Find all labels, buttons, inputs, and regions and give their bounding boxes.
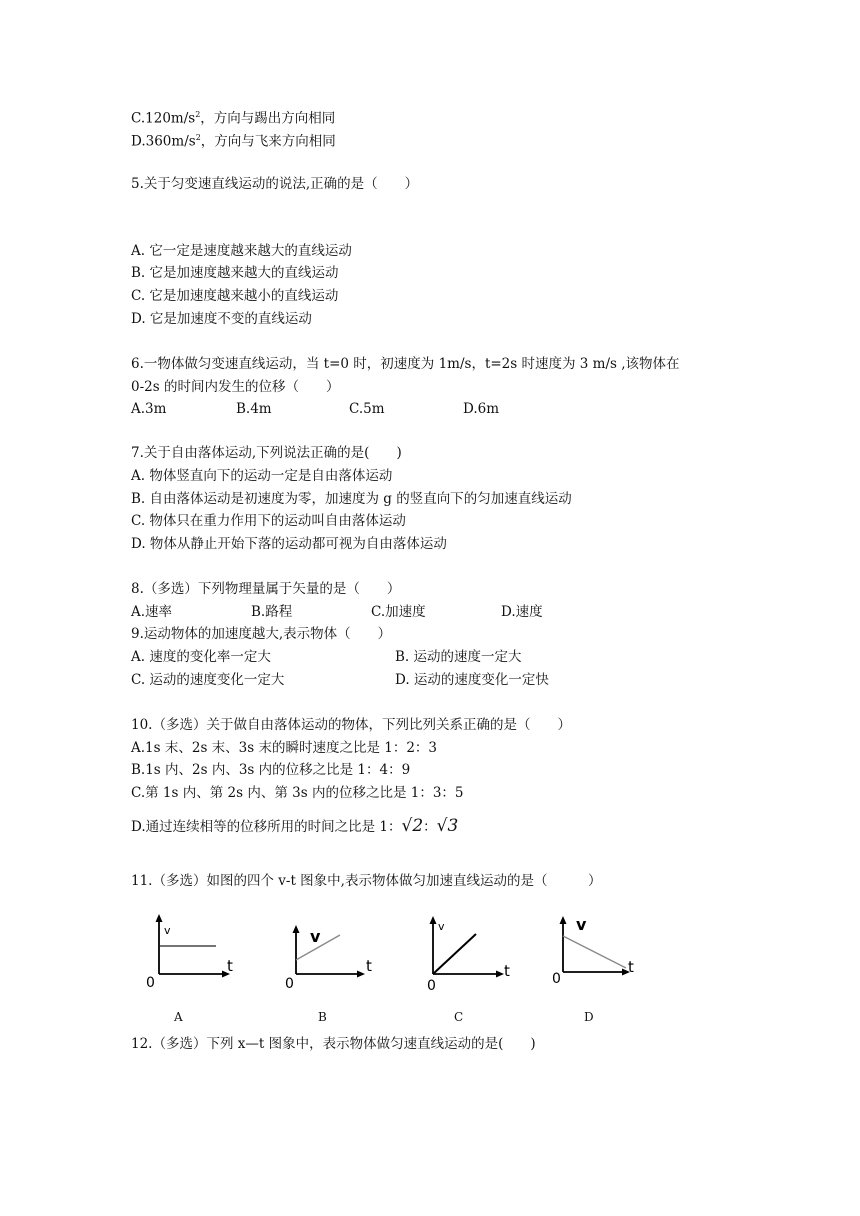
q7-option-d: D. 物体从静止开始下落的运动都可视为自由落体运动 bbox=[131, 536, 447, 552]
graph-d-data-line bbox=[563, 936, 626, 968]
graph-d-v-label: v bbox=[576, 915, 587, 934]
q11-stem: 11.（多选）如图的四个 v-t 图象中,表示物体做匀加速直线运动的是（ ） bbox=[131, 873, 602, 889]
q7-option-a: A. 物体竖直向下的运动一定是自由落体运动 bbox=[131, 468, 393, 484]
graph-d-label: D bbox=[584, 1010, 594, 1024]
sqrt3-expression: √3 bbox=[436, 816, 459, 836]
vt-graph-c bbox=[420, 908, 520, 992]
q7-option-b: B. 自由落体运动是初速度为零，加速度为 g 的竖直向下的匀加速直线运动 bbox=[131, 491, 572, 507]
q8-option-b: B.路程 bbox=[251, 604, 293, 620]
q10-stem: 10.（多选）关于做自由落体运动的物体，下列比列关系正确的是（ ） bbox=[131, 717, 571, 733]
graph-d-t-label: t bbox=[628, 958, 634, 976]
q8-option-a: A.速率 bbox=[131, 604, 173, 620]
graph-b-origin: 0 bbox=[285, 976, 294, 992]
q5-option-a: A. 它一定是速度越来越大的直线运动 bbox=[131, 243, 352, 259]
vt-graph-b bbox=[280, 912, 380, 992]
q6-option-b: B.4m bbox=[236, 401, 272, 417]
q6-option-c: C.5m bbox=[349, 401, 385, 417]
q7-option-c: C. 物体只在重力作用下的运动叫自由落体运动 bbox=[131, 513, 406, 529]
sqrt2-expression: √2 bbox=[401, 816, 424, 836]
graph-c-t-label: t bbox=[504, 962, 510, 980]
graph-a-v-label: v bbox=[164, 924, 171, 937]
q6-option-a: A.3m bbox=[131, 401, 167, 417]
graph-c-label: C bbox=[454, 1010, 464, 1024]
graph-b-v-label: v bbox=[310, 927, 321, 946]
q9-option-a: A. 速度的变化率一定大 bbox=[131, 649, 271, 665]
q7-stem: 7.关于自由落体运动,下列说法正确的是( ) bbox=[131, 445, 402, 461]
q5-option-c: C. 它是加速度越来越小的直线运动 bbox=[131, 288, 339, 304]
q9-option-c: C. 运动的速度变化一定大 bbox=[131, 672, 285, 688]
q6-option-d: D.6m bbox=[463, 401, 500, 417]
q10-option-a: A.1s 末、2s 末、3s 末的瞬时速度之比是 1：2：3 bbox=[131, 740, 438, 756]
graph-a-t-label: t bbox=[227, 957, 233, 975]
q9-option-b: B. 运动的速度一定大 bbox=[395, 649, 522, 665]
graph-c-v-label: v bbox=[438, 920, 445, 933]
q10-option-c: C.第 1s 内、第 2s 内、第 3s 内的位移之比是 1：3：5 bbox=[131, 785, 464, 801]
q5-option-d: D. 它是加速度不变的直线运动 bbox=[131, 311, 312, 327]
q5-stem: 5.关于匀变速直线运动的说法,正确的是（ ） bbox=[131, 176, 419, 192]
q8-option-c: C.加速度 bbox=[371, 604, 426, 620]
graph-c-origin: 0 bbox=[427, 978, 436, 992]
graph-b-label: B bbox=[318, 1010, 327, 1024]
q10-option-b: B.1s 内、2s 内、3s 内的位移之比是 1：4：9 bbox=[131, 762, 411, 778]
q8-stem: 8.（多选）下列物理量属于矢量的是（ ） bbox=[131, 581, 401, 597]
q12-stem: 12.（多选）下列 x—t 图象中，表示物体做匀速直线运动的是( ) bbox=[131, 1036, 536, 1052]
vt-graph-d bbox=[548, 910, 648, 990]
q5-option-b: B. 它是加速度越来越大的直线运动 bbox=[131, 265, 339, 281]
graph-d-origin: 0 bbox=[552, 971, 561, 987]
q9-stem: 9.运动物体的加速度越大,表示物体（ ） bbox=[131, 626, 392, 642]
graph-b-t-label: t bbox=[366, 957, 372, 975]
q9-option-d: D. 运动的速度变化一定快 bbox=[395, 672, 549, 688]
q10-option-d: D.通过连续相等的位移所用的时间之比是 1：√2：√3 bbox=[131, 816, 459, 836]
q6-stem-line1: 6.一物体做匀变速直线运动，当 t=0 时，初速度为 1m/s，t=2s 时速度为 3 m/s ,该物体在 bbox=[131, 356, 680, 372]
vt-graph-a bbox=[140, 912, 240, 992]
graph-c-data-line bbox=[433, 934, 476, 974]
graph-a-origin: 0 bbox=[146, 975, 155, 991]
q6-stem-line2: 0-2s 的时间内发生的位移（ ） bbox=[131, 379, 340, 395]
q4-option-d: $D.360m/s^2$，方向与飞来方向相同 bbox=[131, 133, 336, 150]
q4-option-c: $C.120m/s^2$，方向与踢出方向相同 bbox=[131, 110, 336, 127]
q8-option-d: D.速度 bbox=[501, 604, 543, 620]
graph-a-label: A bbox=[174, 1010, 183, 1024]
